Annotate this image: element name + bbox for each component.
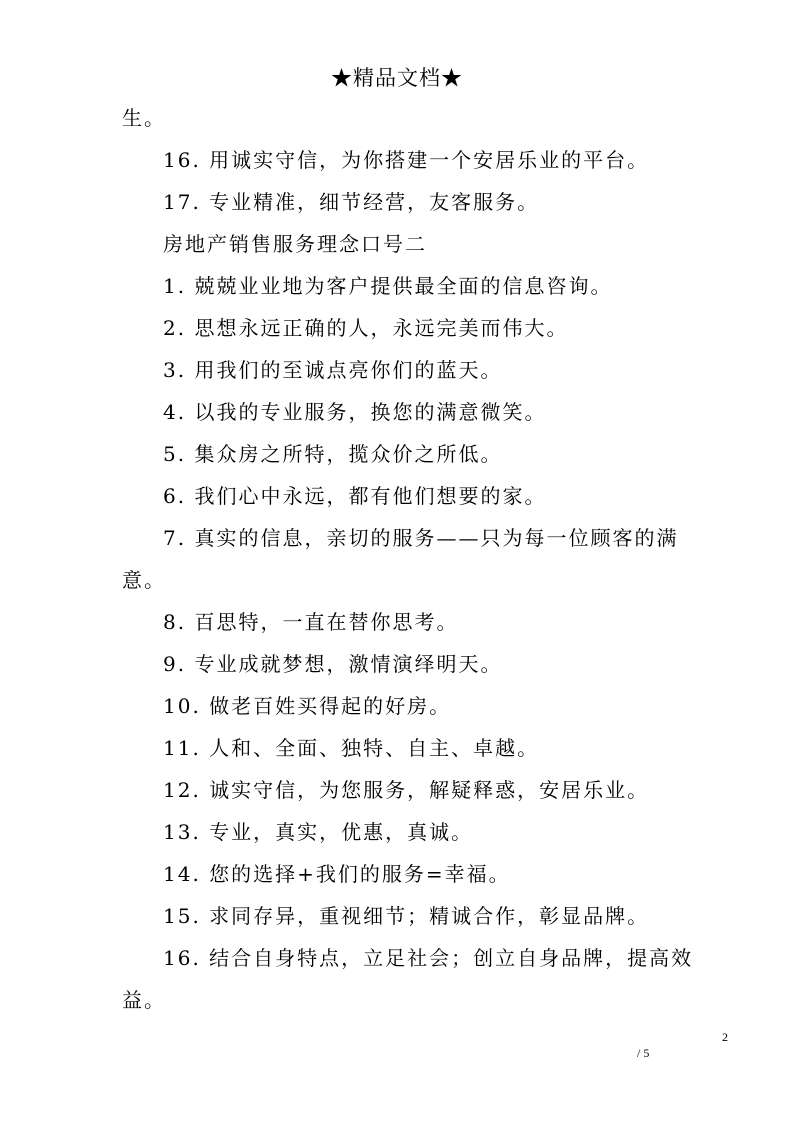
text-line: 16. 结合自身特点，立足社会；创立自身品牌，提高效	[163, 946, 694, 970]
text-line: 11. 人和、全面、独特、自主、卓越。	[163, 736, 540, 760]
text-line: 15. 求同存异，重视细节；精诚合作，彰显品牌。	[163, 904, 650, 928]
text-line: 12. 诚实守信，为您服务，解疑释惑，安居乐业。	[163, 778, 650, 802]
text-line: 7. 真实的信息，亲切的服务——只为每一位顾客的满	[163, 526, 679, 550]
page-total: / 5	[637, 1046, 650, 1060]
text-line: 14. 您的选择+我们的服务=幸福。	[163, 862, 511, 886]
text-line: 1. 兢兢业业地为客户提供最全面的信息咨询。	[163, 274, 613, 298]
text-line: 4. 以我的专业服务，换您的满意微笑。	[163, 400, 547, 424]
text-line: 8. 百思特，一直在替你思考。	[163, 610, 459, 634]
page-number: 2	[722, 1030, 728, 1044]
section-heading: 房地产销售服务理念口号二	[163, 232, 427, 256]
text-line: 10. 做老百姓买得起的好房。	[163, 694, 452, 718]
text-line: 13. 专业，真实，优惠，真诚。	[163, 820, 474, 844]
text-line: 6. 我们心中永远，都有他们想要的家。	[163, 484, 547, 508]
text-line: 生。	[122, 106, 166, 130]
text-line: 意。	[122, 568, 166, 592]
text-line: 2. 思想永远正确的人，永远完美而伟大。	[163, 316, 569, 340]
text-line: 16. 用诚实守信，为你搭建一个安居乐业的平台。	[163, 148, 650, 172]
document-header-title: ★精品文档★	[331, 66, 463, 90]
text-line: 17. 专业精准，细节经营，友客服务。	[163, 190, 540, 214]
text-line: 益。	[122, 988, 166, 1012]
text-line: 3. 用我们的至诚点亮你们的蓝天。	[163, 358, 503, 382]
text-line: 5. 集众房之所特，揽众价之所低。	[163, 442, 503, 466]
text-line: 9. 专业成就梦想，激情演绎明天。	[163, 652, 503, 676]
